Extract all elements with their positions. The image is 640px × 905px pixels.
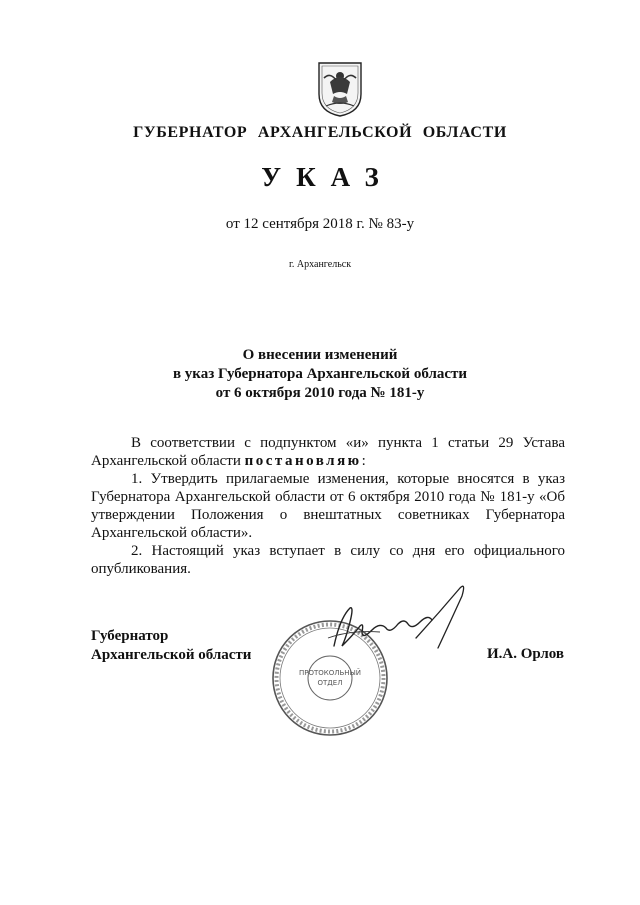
stamp-text-2: ОТДЕЛ bbox=[317, 679, 343, 687]
document-type: УКАЗ bbox=[261, 162, 394, 192]
item-2-paragraph: 2. Настоящий указ вступает в силу со дня его официального опубликования. bbox=[91, 543, 565, 577]
handwritten-signature-icon bbox=[320, 578, 490, 668]
issuing-authority: ГУБЕРНАТОР АРХАНГЕЛЬСКОЙ ОБЛАСТИ bbox=[133, 124, 507, 141]
signatory-name: И.А. Орлов bbox=[486, 646, 564, 662]
subject-line-1: О внесении изменений bbox=[242, 347, 398, 363]
stamp-text: ПРОТОКОЛЬНЫЙ bbox=[298, 669, 362, 677]
item-1-paragraph: 1. Утвердить прилагаемые изменения, которые вносятся в указ Губернатора Архангельской области от 6 октября 2010 года № 181-у «Об утверждении Положения о внештатных советниках Губернатора Архангельской области». bbox=[91, 471, 565, 541]
coat-of-arms-icon bbox=[316, 60, 364, 118]
decree-word: постановляю bbox=[244, 453, 362, 469]
subject-line-3: от 6 октября 2010 года № 181-у bbox=[215, 385, 425, 401]
signatory-title-line-1: Губернатор bbox=[91, 628, 169, 644]
document-subject bbox=[0, 346, 640, 403]
preamble-text: В соответствии с подпунктом «и» пункта 1 статьи 29 Устава Архангельской области bbox=[91, 435, 565, 469]
document-date-number: от 12 сентября 2018 г. № 83-у bbox=[225, 216, 415, 232]
document-body bbox=[91, 434, 565, 578]
signatory-title-line-2: Архангельской области bbox=[91, 647, 252, 663]
place-of-issue: г. Архангельск bbox=[288, 259, 352, 270]
subject-line-2: в указ Губернатора Архангельской области bbox=[172, 366, 468, 382]
signatory-title bbox=[91, 627, 251, 665]
preamble-paragraph: В соответствии с подпунктом «и» пункта 1 статьи 29 Устава Архангельской области постановляю: bbox=[91, 435, 565, 469]
